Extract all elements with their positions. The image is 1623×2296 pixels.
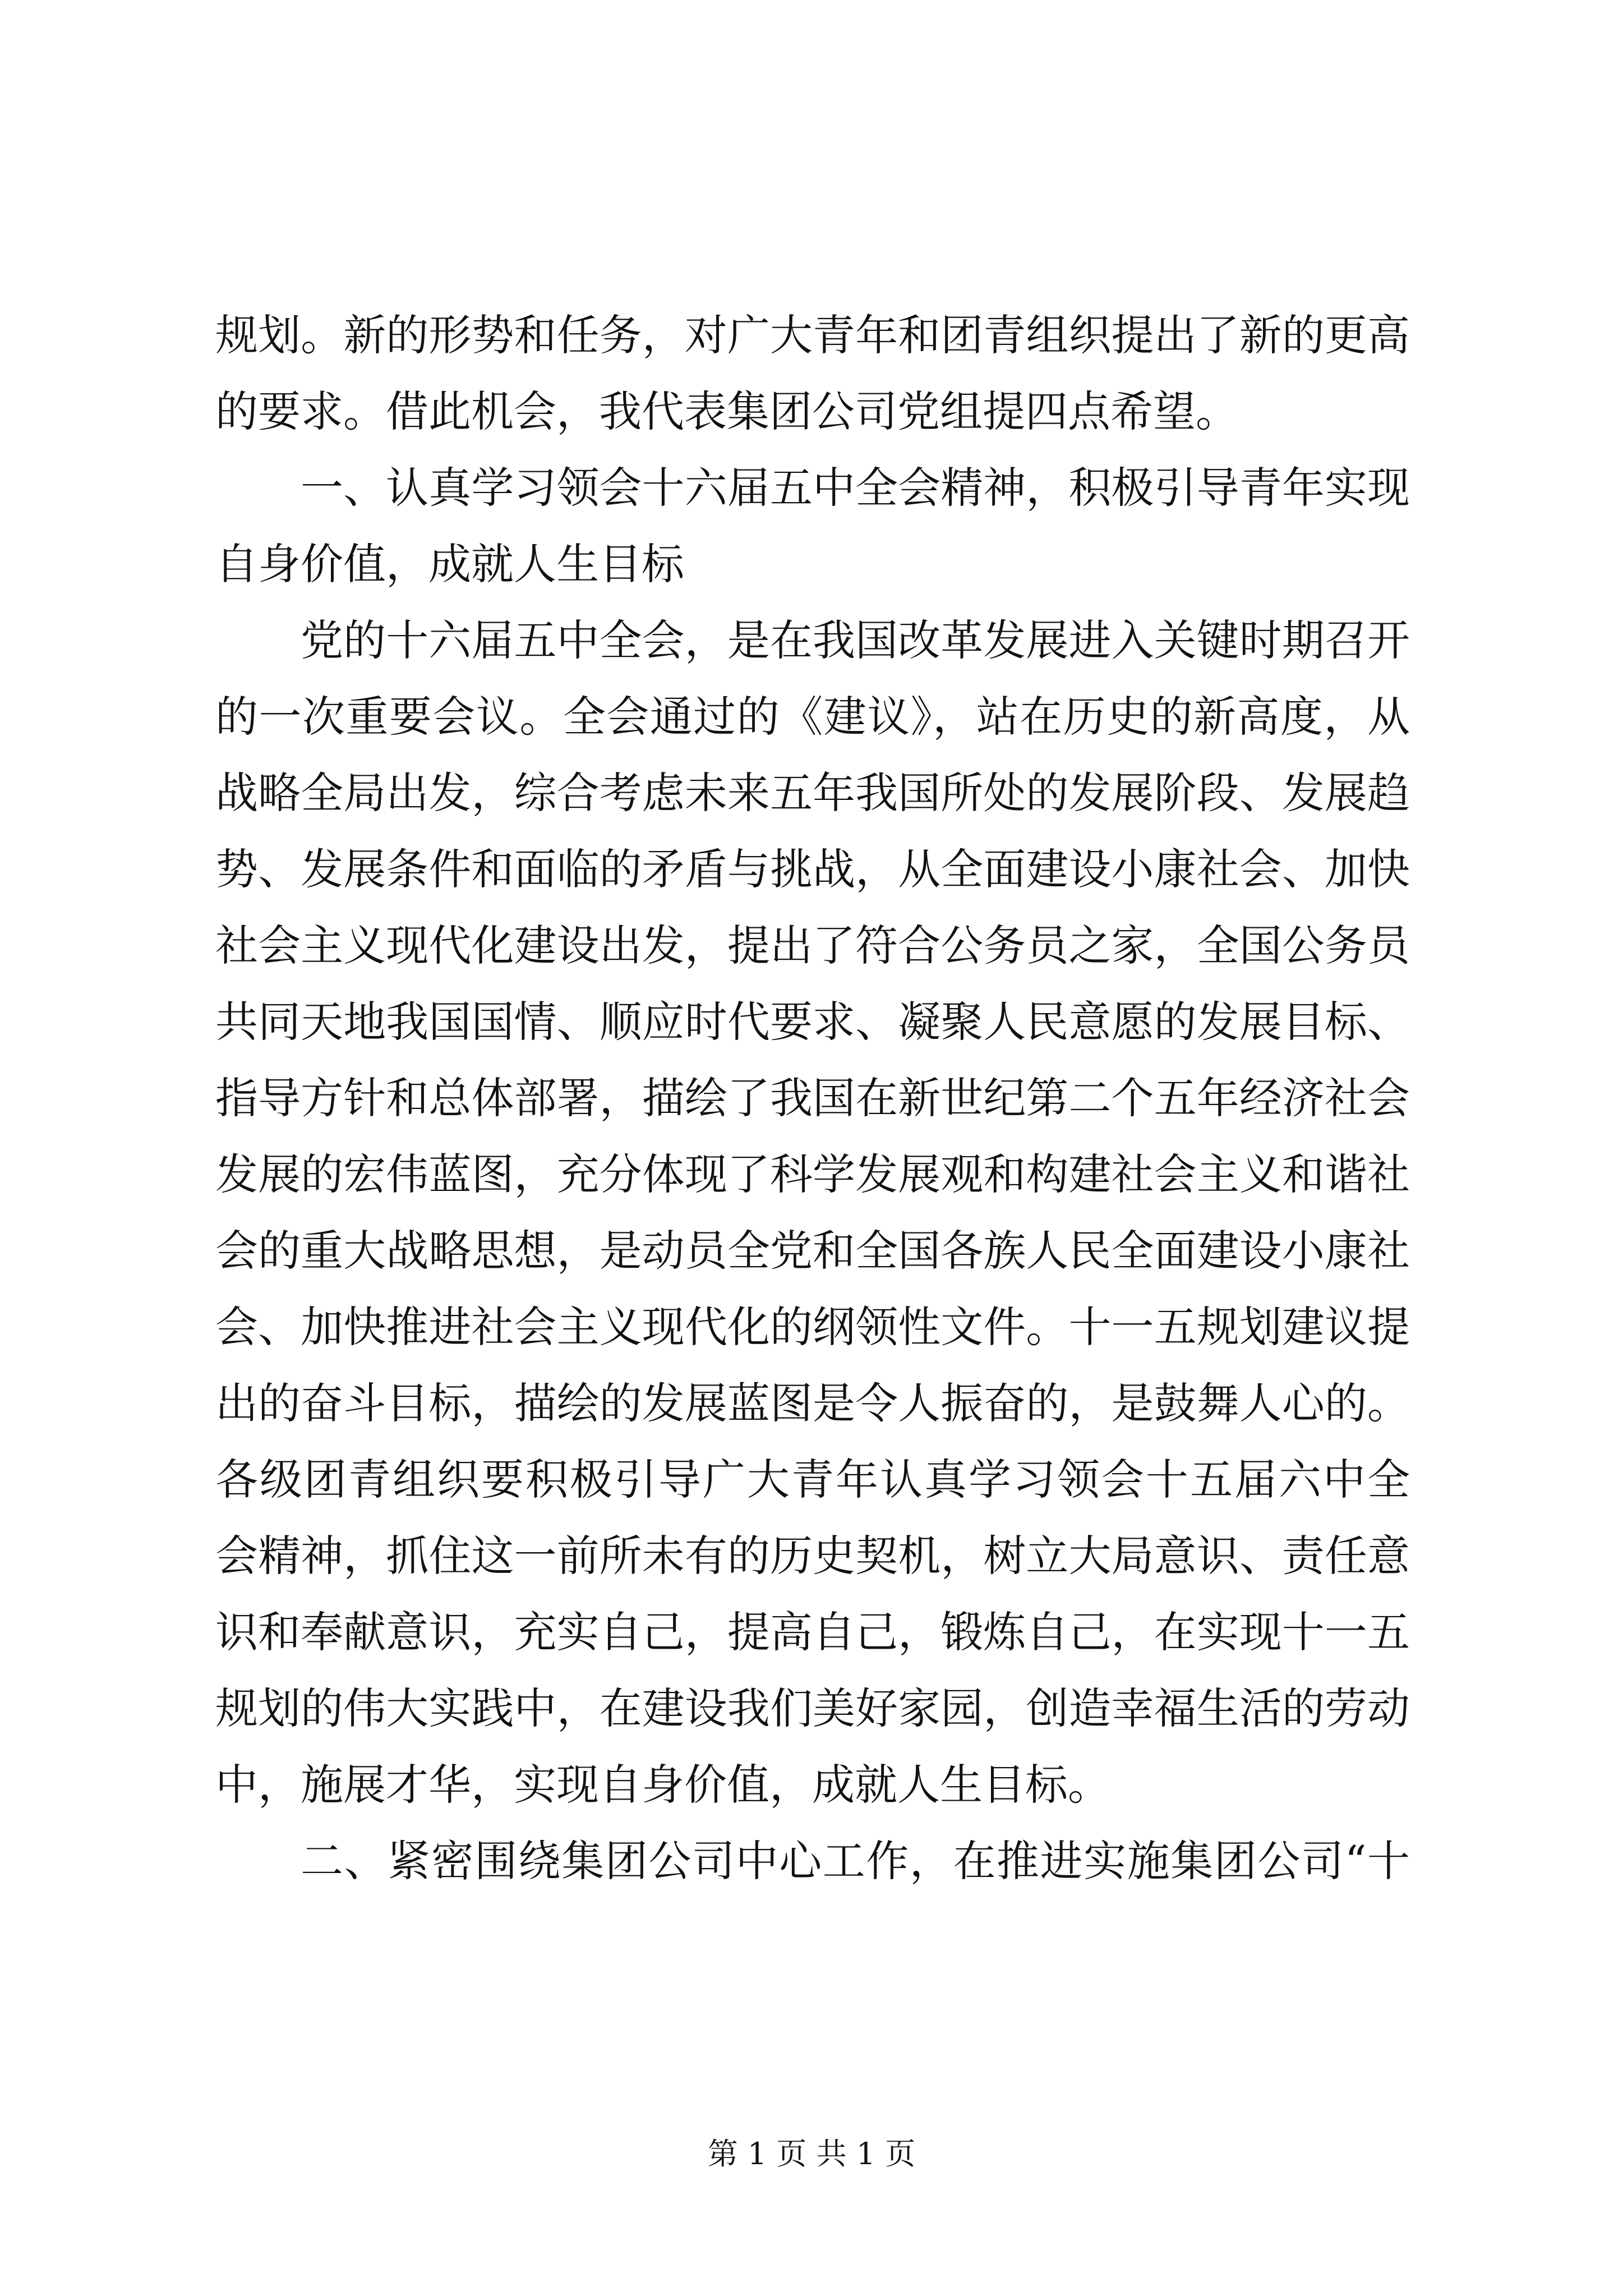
text-line: 的一次重要会议。全会通过的《建议》，站在历史的新高度，从: [215, 692, 1410, 742]
text-line: 会精神，抓住这一前所未有的历史契机，树立大局意识、责任意: [215, 1531, 1410, 1581]
text-line: 规划的伟大实践中，在建设我们美好家园，创造幸福生活的劳动: [215, 1683, 1410, 1733]
text-line: 指导方针和总体部署，描绘了我国在新世纪第二个五年经济社会: [215, 1073, 1410, 1123]
text-line: 发展的宏伟蓝图，充分体现了科学发展观和构建社会主义和谐社: [215, 1149, 1410, 1199]
text-line: 出的奋斗目标，描绘的发展蓝图是令人振奋的，是鼓舞人心的。: [215, 1378, 1410, 1428]
text-line: 党的十六届五中全会，是在我国改革发展进入关键时期召开: [301, 615, 1410, 665]
text-line: 社会主义现代化建设出发，提出了符合公务员之家，全国公务员: [215, 921, 1410, 970]
section-heading-line: 自身价值，成就人生目标: [215, 539, 684, 589]
text-line: 会的重大战略思想，是动员全党和全国各族人民全面建设小康社: [215, 1226, 1410, 1276]
section-heading-line: 二、紧密围绕集团公司中心工作，在推进实施集团公司“十: [301, 1836, 1410, 1886]
text-line: 各级团青组织要积极引导广大青年认真学习领会十五届六中全: [215, 1455, 1410, 1504]
text-line: 规划。新的形势和任务，对广大青年和团青组织提出了新的更高: [215, 310, 1410, 360]
document-body: [215, 297, 1410, 1899]
text-line: 会、加快推进社会主义现代化的纲领性文件。十一五规划建议提: [215, 1302, 1410, 1352]
text-line: 共同天地我国国情、顺应时代要求、凝聚人民意愿的发展目标、: [215, 997, 1410, 1047]
text-line: 战略全局出发，综合考虑未来五年我国所处的发展阶段、发展趋: [215, 768, 1410, 818]
text-line: 中，施展才华，实现自身价值，成就人生目标。: [215, 1760, 1110, 1810]
text-line: 的要求。借此机会，我代表集团公司党组提四点希望。: [215, 386, 1238, 436]
text-line: 识和奉献意识，充实自己，提高自己，锻炼自己，在实现十一五: [215, 1607, 1410, 1657]
page-footer: 第 1 页 共 1 页: [707, 2136, 916, 2171]
text-line: 势、发展条件和面临的矛盾与挑战，从全面建设小康社会、加快: [215, 844, 1410, 894]
section-heading-line: 一、认真学习领会十六届五中全会精神，积极引导青年实现: [301, 463, 1410, 513]
